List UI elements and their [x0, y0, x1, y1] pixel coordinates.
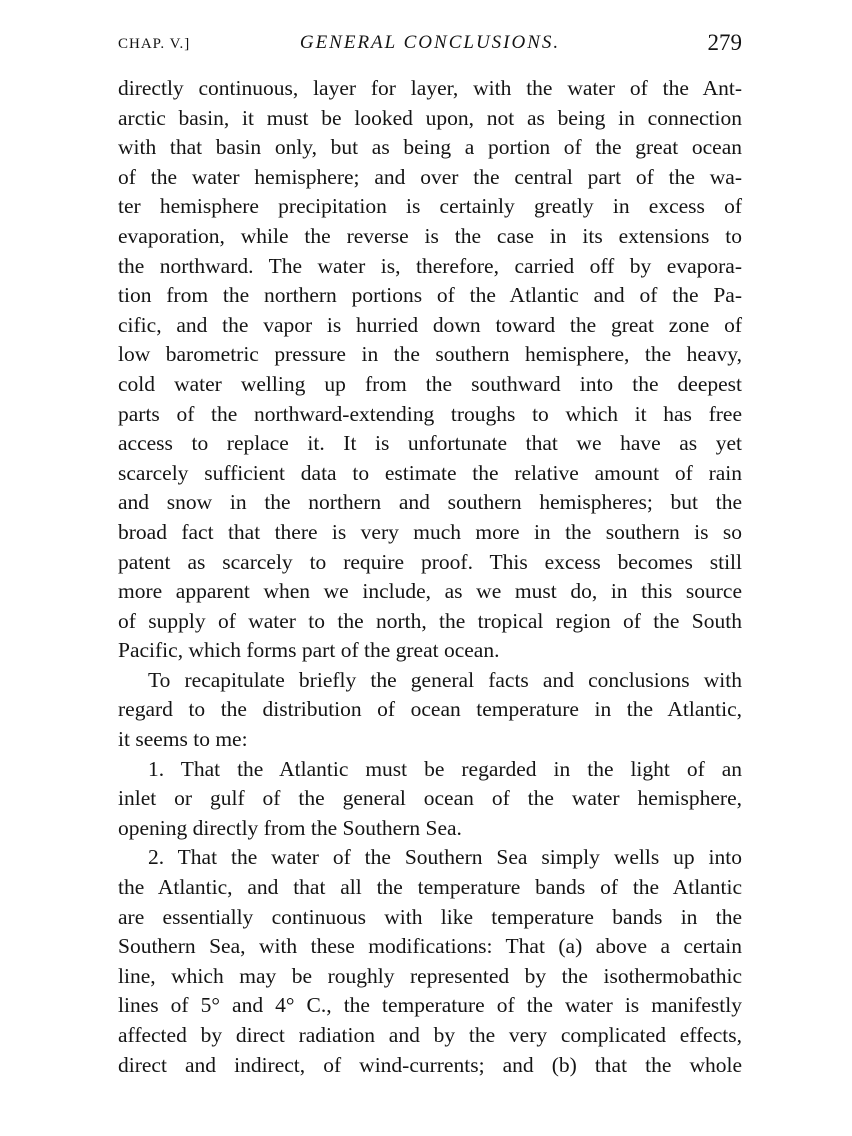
- text-line: access to replace it. It is unfortunate that we have as yet: [118, 431, 742, 456]
- text-line: are essentially continuous with like temperature bands in the: [118, 904, 742, 929]
- text-line: affected by direct radiation and by the very complicated effects,: [118, 1023, 742, 1047]
- text-line: cold water welling up from the southward into the deepest: [118, 371, 742, 396]
- text-line: direct and indirect, of wind-currents; and (b) that the whole: [118, 1052, 742, 1077]
- text-line: cific, and the vapor is hurried down toward the great zone of: [118, 312, 742, 337]
- page-number: 279: [707, 30, 742, 55]
- numbered-item-2-start: 2. That the water of the Southern Sea simply wells up into: [148, 845, 742, 870]
- text-line: the northward. The water is, therefore, carried off by evapora-: [118, 253, 742, 278]
- text-line: with that basin only, but as being a portion of the great ocean: [118, 135, 742, 160]
- text-line: arctic basin, it must be looked upon, not as being in connection: [118, 105, 742, 130]
- text-line: more apparent when we include, as we must do, in this source: [118, 579, 742, 604]
- running-title: GENERAL CONCLUSIONS.: [299, 32, 561, 53]
- text-line: inlet or gulf of the general ocean of the water hemisphere,: [118, 786, 742, 811]
- text-line: regard to the distribution of ocean temperature in the Atlantic,: [118, 697, 742, 722]
- text-line: Southern Sea, with these modifications: That (a) above a certain: [118, 934, 742, 959]
- paragraph-start-line: To recapitulate briefly the general facts and conclusions with: [148, 667, 742, 692]
- numbered-item-1-start: 1. That the Atlantic must be regarded in the light of an: [148, 756, 742, 781]
- text-line: Pacific, which forms part of the great ocean.: [118, 638, 500, 663]
- text-line: scarcely sufficient data to estimate the relative amount of rain: [118, 460, 742, 485]
- text-line: and snow in the northern and southern hemispheres; but the: [118, 490, 742, 515]
- text-line: lines of 5° and 4° C., the temperature of the water is manifestly: [118, 993, 742, 1018]
- text-line: of supply of water to the north, the tropical region of the South: [118, 608, 742, 633]
- body-text: [118, 74, 742, 1080]
- text-line: evaporation, while the reverse is the case in its extensions to: [118, 223, 742, 248]
- text-line: broad fact that there is very much more in the southern is so: [118, 519, 742, 544]
- text-line: low barometric pressure in the southern hemisphere, the heavy,: [118, 342, 742, 367]
- text-line: tion from the northern portions of the Atlantic and of the Pa-: [118, 283, 742, 308]
- text-line: it seems to me:: [118, 727, 248, 752]
- text-line: directly continuous, layer for layer, with the water of the Ant-: [118, 76, 742, 100]
- chapter-label: CHAP. V.]: [118, 36, 191, 52]
- running-head: [118, 32, 742, 62]
- text-line: the Atlantic, and that all the temperature bands of the Atlantic: [118, 875, 742, 900]
- text-line: of the water hemisphere; and over the central part of the wa-: [118, 164, 742, 189]
- text-line: opening directly from the Southern Sea.: [118, 815, 462, 840]
- text-line: ter hemisphere precipitation is certainly greatly in excess of: [118, 194, 742, 219]
- text-line: parts of the northward-extending troughs to which it has free: [118, 401, 742, 426]
- text-line: patent as scarcely to require proof. This excess becomes still: [118, 549, 742, 574]
- text-line: line, which may be roughly represented by the isothermobathic: [118, 963, 742, 988]
